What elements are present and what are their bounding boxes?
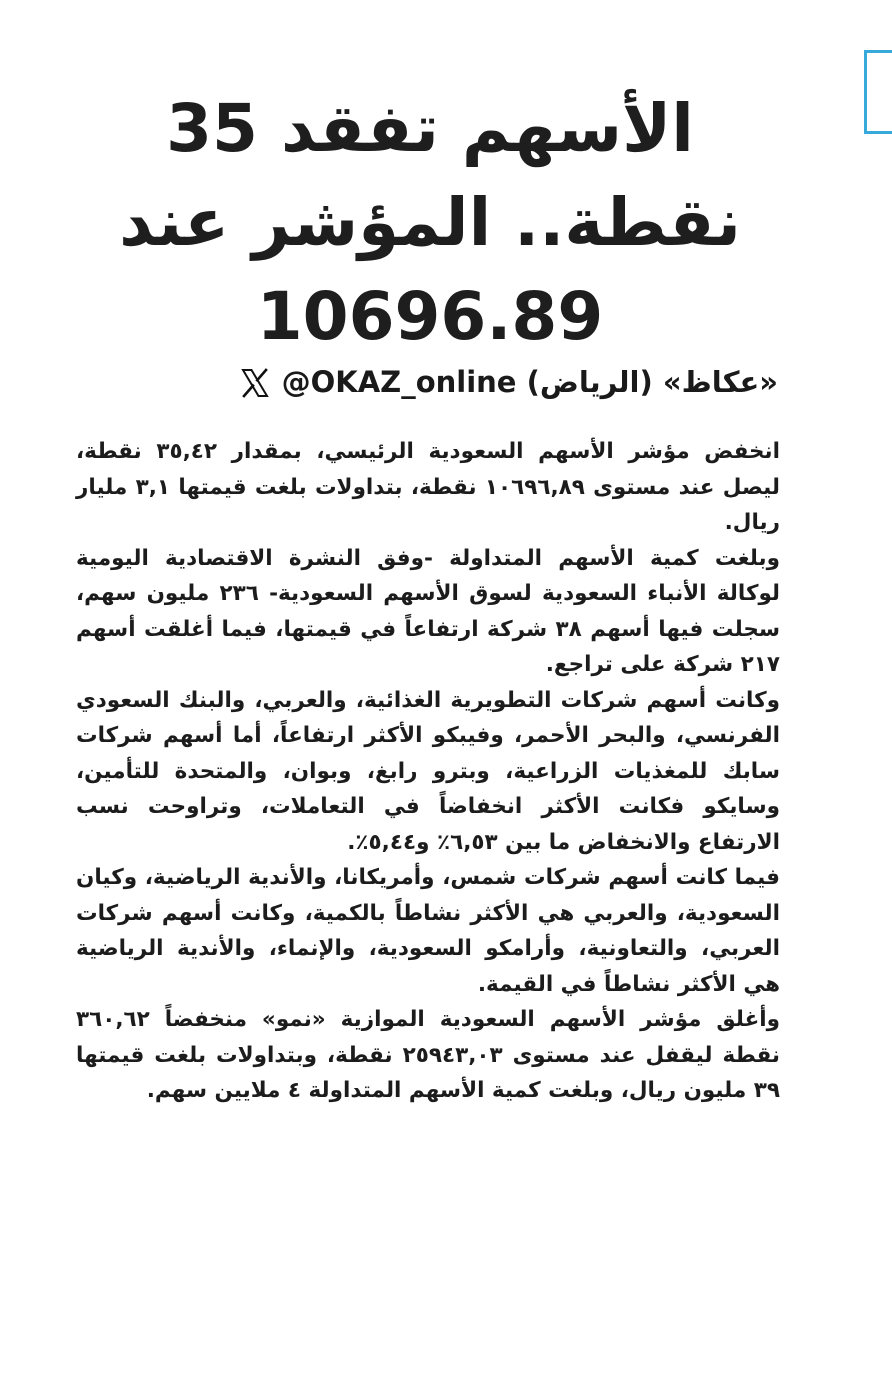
headline-line-2: نقطة.. المؤشر عند xyxy=(119,184,741,262)
article-paragraph: وأغلق مؤشر الأسهم السعودية الموازية «نمو» منخفضاً ٣٦٠,٦٢ نقطة ليقفل عند مستوى ٢٥٩٤٣,٠٣ نقطة، وبتداولات بلغت قيمتها ٣٩ مليون ريال، وبلغت كمية الأسهم المتداولة ٤ ملايين سهم. xyxy=(76,1007,780,1103)
side-frame-decoration xyxy=(864,50,892,134)
article-body xyxy=(76,434,780,1109)
byline xyxy=(78,362,778,406)
article-paragraph: وكانت أسهم شركات التطويرية الغذائية، والعربي، والبنك السعودي الفرنسي، والبحر الأحمر، وفيبكو الأكثر ارتفاعاً، أما أسهم شركات سابك للمغذيات الزراعية، وبترو رابغ، وبوان، والمتحدة للتأمين، وسايكو فكانت الأكثر انخفاضاً في التعاملات، وتراوحت نسب الارتفاع والانخفاض ما بين ٦,٥٣٪ و٥,٤٤٪. xyxy=(76,687,780,855)
article-paragraph: فيما كانت أسهم شركات شمس، وأمريكانا، والأندية الرياضية، وكيان السعودية، والعربي هي الأكثر نشاطاً بالكمية، وكانت أسهم شركات العربي، والتعاونية، وأرامكو السعودية، والإنماء، والأندية الرياضية هي الأكثر نشاطاً في القيمة. xyxy=(76,865,780,997)
article-paragraph: وبلغت كمية الأسهم المتداولة -وفق النشرة الاقتصادية اليومية لوكالة الأنباء السعودية لسوق الأسهم السعودية- ٢٣٦ مليون سهم، سجلت فيها أسهم ٣٨ شركة ارتفاعاً في قيمتها، فيما أغلقت أسهم ٢١٧ شركة على تراجع. xyxy=(76,545,781,677)
article-paragraph: انخفض مؤشر الأسهم السعودية الرئيسي، بمقدار ٣٥,٤٢ نقطة، ليصل عند مستوى ١٠٦٩٦,٨٩ نقطة، بتداولات بلغت قيمتها ٣,١ مليار ريال. xyxy=(76,439,780,535)
headline-line-3: 10696.89 xyxy=(256,278,604,356)
byline-handle[interactable]: @OKAZ_online xyxy=(281,365,517,399)
article-headline xyxy=(60,82,800,364)
x-logo-icon[interactable] xyxy=(239,367,271,399)
byline-text xyxy=(233,362,778,402)
byline-source: «عكاظ» (الرياض) xyxy=(526,365,778,399)
headline-line-1: الأسهم تفقد 35 xyxy=(166,90,694,168)
